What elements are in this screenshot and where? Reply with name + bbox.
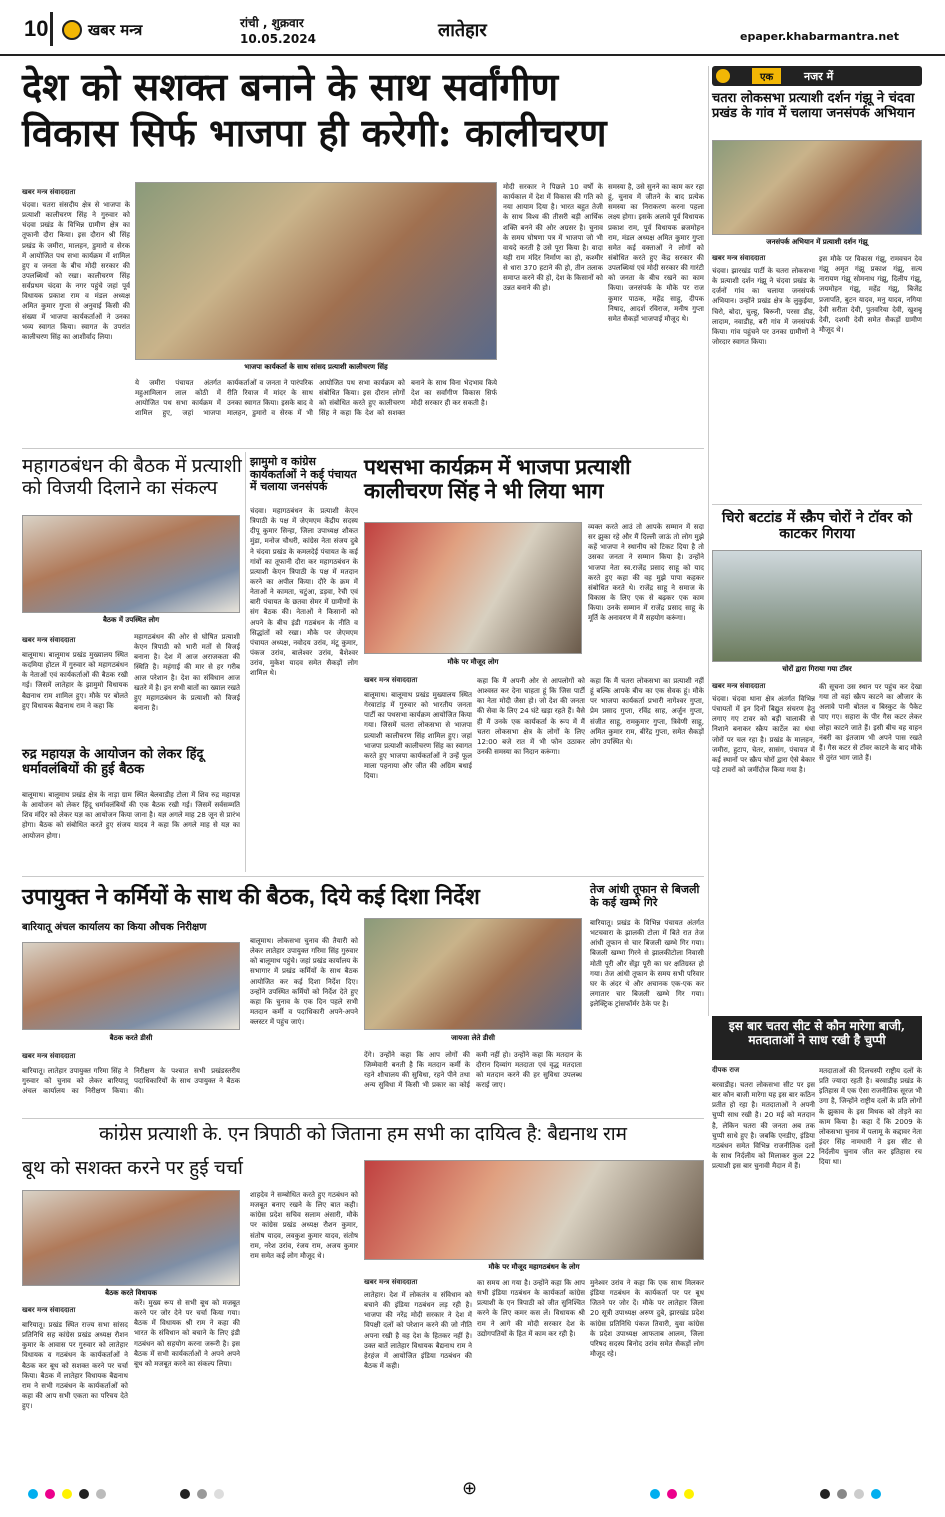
footer-color-marks-mid-right (650, 1484, 696, 1503)
color-mark-grey-icon (197, 1489, 207, 1499)
upayukt-photo1 (22, 942, 240, 1030)
aandhi-text: बारियातू। प्रखंड के विभिन्न पंचायत अंतर्गत भटचवारा के झालकी टोला में बिते रात तेज आंधी तूफान से चार बिजली खम्भे गिर गया। बिजली खम्भा गिरने से झालकीटोला निवासी मोती पूरी और सेंड्रा पूरी का घर क्षतिग्रस्त हो गया। तेज आंधी तूफान के समय सभी परिवार घर के अंदर थे और अचानक एक-एक कर लगातार चार बिजली खम्भे गिर गया। इलेक्ट्रिक ट्रांसफॉर्मर ठेके पर है। (590, 919, 704, 1009)
hindu-dharm-headline: रुद्र महायज्ञ के आयोजन को लेकर हिंदू धर्मावलंबियों की हुई बैठक (22, 747, 204, 777)
brand-name: खबर मन्त्र (88, 21, 143, 39)
feature-badge: एक (752, 68, 781, 84)
color-mark-cyan-icon (650, 1489, 660, 1499)
right-section-rule-1 (712, 504, 922, 505)
booth-headline: बूथ को सशक्त करने पर हुई चर्चा (22, 1158, 243, 1179)
pathsabha-col1: बालूमाथ। बालूमाथ प्रखंड मुख्यालय स्थित गेरवाटांड़ में गुरुवार को भारतीय जनता पार्टी का पथसभा कार्यक्रम आयोजित किया गया। जिसमें चतरा लोकसभा से भाजपा प्रत्याशी कालीचरण सिंह शामिल हुए। जहां भाजपा प्रत्याशी कालीचरण सिंह का स्वागत करते हुए भाजपा कार्यकर्ताओं ने उन्हें फूल माला पहनाया और जीत की अग्रिम बधाई दिया। (364, 691, 472, 781)
main-col1: चंदवा। चतरा संसदीय क्षेत्र से भाजपा के प्रत्याशी कालीचरण सिंह ने गुरुवार को चंदवा प्रखंड के विभिन्न ग्रामीण क्षेत्र का तूफानी दौरा किया। इस दौरान श्री सिंह प्रखंड के जमीरा, मालहन, डुमारो व सेरक में आयोजित पथ सभा कार्यक्रम में शामिल हुए व जनता के बीच मोदी सरकार की उपलब्धियों को रखा। कालीचरण सिंह सर्वप्रथम चंदवा के नगर पहुंचे जहां पूर्व विधायक प्रकाश राम व मंडल अध्यक्ष अमित कुमार गुप्ता से अनुवाई किसी की संख्या में भाजपा कार्यकर्ताओं ने उनका भव्य स्वागत किया। स्वागत के उपरांत कालीचरण सिंह का आशीर्वाद लिया। (22, 201, 130, 341)
booth-col1: बारियातू। प्रखंड स्थित राज्य सभा सांसद प्रतिनिधि सह कांग्रेस प्रखंड अध्यक्ष रौशन कुमार के आवास पर गुरुवार को लातेहार विधायक व गठबंधन के कार्यकर्ताओं ने बैठक कर बूथ को सशक्त करने पर चर्चा किया। बैठक में लातेहार विधायक बैद्यनाथ राम ने सभी गठबंधन के कार्यकर्ताओं को कहा की आप सभी एकता का परिचय देते हुए। (22, 1321, 128, 1411)
mahagathbandhan-col1: बालूमाथ। बालूमाथ प्रखंड मुख्यालय स्थित कदमिया होटल में गुरुवार को महागठबंधन के नेताओं एवं कार्यकर्ताओं की बैठक रखी गई। जिसमें लातेहार के झामुमो विधायक बैद्यनाथ राम शामिल हुए। मौके पर बोलते हुए विधायक बैद्यनाथ राम ने कहा कि (22, 651, 128, 710)
feature-tag-bar (712, 66, 922, 86)
place-day: रांची , शुक्रवार (240, 16, 304, 30)
mahagathbandhan-col2: महागठबंधन की ओर से घोषित प्रत्याशी केएन त्रिपाठी को भारी मतों से विजई बनाना है। देश में आज अराजकता की स्थिति है। महंगाई की मार से हर गरीब आज परेशान है। देश का संविधान आज खतरे में है। इन सभी बातों का ख्याल रखते हुए महागठबंधन के प्रत्याशी को विजई बनाना है। (134, 633, 240, 712)
footer-color-marks-left (28, 1484, 108, 1503)
chiro-col2: की सूचना उस स्थान पर पहुंच कर देखा गया तो वहां स्क्रैप काटने का औजार के अलावे पानी बोतल व बिस्कुट के पैकेट पाए गए। सहारा के पीर गैस कटर लेकर लोहा काटने जाते हैं। इसी बीच वह वाहन नंबरी का इंतजाम भी अपने पास रखते हैं। गैस कटर से टॉवर काटने के बाद मौके से तुरंत भाग जाते हैं। (819, 683, 922, 762)
right-column-rule (708, 66, 709, 1016)
congress-photo (364, 1160, 704, 1260)
upayukt-col3: देंगे। उन्होंने कहा कि आप लोगों की जिम्मेवारी बनती है कि मतदान कर्मी के रहने शौचालय की सुविधा, रहने पीने तथा अन्य सुविधा में किसी भी प्रकार का कोई कमी नहीं हो। उन्होंने कहा कि मतदान के दौरान दिव्यांग मतदाता एवं वृद्ध मतदाता को मतदान करने की हर सुविधा उपलब्ध कराई जाए। (364, 1051, 582, 1090)
upayukt-col2: बालूमाथ। लोकसभा चुनाव की तैयारी को लेकर लातेहार उपायुक्त गरिमा सिंह गुरुवार को बालूमाथ पहुंचे। जहां प्रखंड कार्यालय के सभागार में प्रखंड कर्मियों के साथ बैठक आयोजित कर कई दिशा निर्देश दिए। उन्होंने उपस्थित कर्मियों को निर्देश देते हुए कहा कि चुनाव के एक दिन पहले सभी मतदान कर्मी व पदाधिकारी अपने-अपने क्लस्टर में पहुंच जाएं। (250, 937, 358, 1027)
main-photo (135, 182, 497, 360)
pathsabha-col2: कहा कि मैं अपनी ओर से आपलोगों को आश्वस्त कर देना चाहता हूं कि जिस पार्टी का नेता मोदी जैसा हो। जो देश की जनता की सेवा के लिए 24 घंटे खड़ा रहते हैं। वैसे ही मैं उनके एक कार्यकर्ता के रूप में मैं चतरा लोकसभा क्षेत्र के लोगों के लिए 12:00 बजे रात में भी फोन उठाकर उनकी समस्या का निदान करूंगा। (477, 677, 585, 756)
chiro-photo-caption: चोरों द्वारा गिराया गया टॉवर (782, 665, 852, 673)
congress-headline: कांग्रेस प्रत्याशी के. एन त्रिपाठी को जिताना हम सभी का दायित्व है: बैद्यनाथ राम (98, 1124, 628, 1145)
feature-tag-icon (716, 69, 730, 83)
upayukt-photo2 (364, 918, 582, 1030)
section-rule-3 (22, 1118, 704, 1119)
footer-color-marks-right (820, 1484, 883, 1503)
section-title: लातेहार (438, 20, 487, 41)
footer-color-marks-mid-left (180, 1484, 226, 1503)
upayukt-photo2-caption: जायजा लेते डीसी (451, 1034, 495, 1042)
pathsabha-right-col: व्यक्त करते आउं तो आपके सम्मान में सदा सर झुका रहे और मैं दिल्ली जाऊं तो लोग मुझे कहें भाजपा ने स्थानीय को टिकट दिया है तो उसका जनता ने सम्मान किया है। उन्होंने भाजपा नेता स्व.राजेंद्र प्रसाद साहू को याद करते हुए कहा की वह मुझे पापा कहकर संबोधित करते थे। राजेंद्र साहू ने समाज के विकास के लिए एक से बढ़कर एक काम किया। उनके सम्मान में राजेंद्र प्रसाद साहू के मूर्ति के अनावरण में मैं सहयोग करूंगा। (588, 523, 704, 623)
chiro-col1: चंदवा। चंदवा थाना क्षेत्र अंतर्गत विभिन्न पंचायतों में इन दिनों बिद्युत संचरण हेतु लगाए गए टावर को बड़ी चालाकी से निशाने बनाकर स्क्रैप कार्टेल का धंधा जोरों पर चल रहा है। प्रखंड के मालहन, जमीरा, हुटाप, चेतर, सासंग, पंचायत में कई स्थानों पर स्क्रैप चोरों द्वारा ऐसे बेकार पड़े टावरों को जमींदोज किया गया है। (712, 695, 815, 774)
color-mark-light-icon (854, 1489, 864, 1499)
pathsabha-photo-caption: मौके पर मौजूद लोग (447, 658, 499, 666)
booth-byline: खबर मन्त्र संवाददाता (22, 1306, 76, 1314)
feature-byline: खबर मन्त्र संवाददाता (712, 254, 766, 262)
chiro-headline: चिरो बटटांड में स्क्रैप चोरों ने टॉवर को काटकर गिराया (722, 510, 912, 543)
page-number-divider (50, 12, 53, 46)
chupi-col1: बरवाडीह। चतरा लोकसभा सीट पर इस बार कौन बाजी मारेगा यह इस बार कठिन प्रतीत हो रहा है। मतदाताओं ने अपनी चुप्पी साध रखी है। 20 मई को मतदान है, लेकिन चतरा की जनता अब तक चुप्पी साधे हुए है। जबकि एनडीए, इंडिया गठबंधन समेत विभिन्न राजनीतिक दलों के साथ निर्दलीय को मिलाकर कुल 22 प्रत्याशी इस बार चुनावी मैदान में हैं। (712, 1081, 815, 1171)
main-headline-line1: देश को सशक्त बनाने के साथ सर्वांगीण (22, 64, 559, 109)
upayukt-headline: उपायुक्त ने कर्मियों के साथ की बैठक, दिये कई दिशा निर्देश (22, 884, 480, 909)
main-byline: खबर मन्त्र संवाददाता (22, 188, 76, 196)
congress-col3: मुनेश्वर उरांव ने कहा कि एक साथ मिलकर इंडिया गठबंधन के कार्यकर्ता पर पर बूथ जितने पर जोर दें। मौके पर लातेहार जिला 20 सूत्री उपाध्यक्ष अरुण दुबे, झारखंड प्रदेश कांग्रेस प्रतिनिधि पंकज तिवारी, युवा कांग्रेस के प्रदेश उपाध्यक्ष आफताब आलम, जिला परिषद सदस्य बिनोद उरांव समेत सैकड़ों लोग मौजूद रहे। (590, 1279, 704, 1358)
booth-col2: करें। मुख्य रूप से सभी बूथ को मजबूत करने पर जोर देने पर चर्चा किया गया। बैठक में विधायक श्री राम ने कहा की भारत के संविधान को बचाने के लिए इंडी गठबंधन को सहयोग करना जरूरी है। इस बैठक में सभी कार्यकर्ताओं ने अपने अपने बूथ को मजबूत करने का संकल्प लिया। (134, 1299, 240, 1368)
chupi-byline: दीपक राज (712, 1066, 740, 1074)
jhamumo-text: चंदवा। महागठबंधन के प्रत्याशी केएन त्रिपाठी के पक्ष में जेएमएम केंद्रीय सदस्य दीपू कुमार सिन्हा, जिला उपाध्यक्ष शौकत मुंडा, मनोज चौधरी, कांग्रेस नेता संजय दुबे ने चंदवा प्रखंड के कमलदेई पंचायत के कई गांवों का तूफानी दौरा कर महागठबंधन के प्रत्याशी केएन त्रिपाठी के पक्ष में मतदान करने का अपील किया। दौरे के क्रम में नेताओं ने कामता, चटुंआ, डड़वा, रेची एवं बारी पंचायत के छतवा सेमर में ग्रामीणों के संग बैठक की। नेताओं ने किसानों को अपने के बीच इंडी गठबंधन के नीति व सिद्धांतों को रखा। मौके पर जेएमएम पंचायत अध्यक्ष, नवोदय उरांव, मंटू कुमार, पंकज उरांव, बालेश्वर उरांव, बैशेश्वर उरांव, मुकेश यादव समेत सैकड़ों लोग शामिल थे। (250, 507, 358, 678)
color-mark-black-icon (820, 1489, 830, 1499)
chupi-headline: इस बार चतरा सीट से कौन मारेगा बाजी, मतदाताओं ने साध रखी है चुप्पी (728, 1019, 906, 1047)
booth-photo-caption: बैठक करते विधायक (105, 1289, 157, 1297)
main-headline-line2: विकास सिर्फ भाजपा ही करेगी: कालीचरण (22, 109, 607, 155)
col-rule-a (245, 452, 246, 872)
congress-byline: खबर मन्त्र संवाददाता (364, 1278, 418, 1286)
color-mark-black-icon (180, 1489, 190, 1499)
congress-col2: का समय आ गया है। उन्होंने कहा कि आप सभी इंडिया गठबंधन के कार्यकर्ता कांग्रेस प्रत्याशी के एन त्रिपाठी को जीत सुनिश्चित करने के लिए कमर कस लें। विधायक श्री राम ने आगे की मोदी सरकार देश के उद्योगपतियों के हित में काम कर रही है। (477, 1279, 585, 1338)
congress-photo-caption: मौके पर मौजूद महागठबंधन के लोग (488, 1263, 580, 1271)
chupi-headline-box (712, 1016, 922, 1060)
upayukt-photo1-caption: बैठक करते डीसी (109, 1034, 153, 1042)
feature-col2: इस मौके पर विकास गंझू, रामवचन देव गंझू अमृत गंझू प्रकाश गंझू, सत्य नारायण गंझू सोमनाथ गंझू, दिलीप गंझू, जयमोहन गंझू, महेंद्र गंझू, बिजेंद्र प्रजापति, बुटन यादव, मनु यादव, नगिया देवी सरीता देवी, पुतवरिया देवी, खुशबू देवी, दशमी देवी समेत सैकड़ों ग्रामीण मौजूद थे। (819, 255, 922, 334)
pathsabha-byline: खबर मन्त्र संवाददाता (364, 676, 418, 684)
aandhi-headline: तेज आंधी तूफान से बिजली के कई खम्भे गिरे (590, 883, 700, 909)
section-rule-1 (22, 448, 704, 449)
footer-center-mark: ⊕ (462, 1478, 478, 1499)
chupi-col2: मतदाताओं की दिलचस्पी राष्ट्रीय दलों के प्रति ज्यादा रहती है। बरवाडीह प्रखंड के इतिहास में एक ऐसा राजनीतिक सूरज भी उगा है, जिन्होंने राष्ट्रीय दलों के प्रति लोगों के झुकाव के इस मिथक को तोड़ने का काम किया है। कहा दें कि 2009 के लोकसभा चुनाव में पलामू के कद्दावर नेता इंदर सिंह नामधारी ने इस सीट से निर्दलीय चुनाव जीत कर इतिहास रच दिया था। (819, 1067, 922, 1167)
mahagathbandhan-photo-caption: बैठक में उपस्थित लोग (102, 616, 160, 624)
main-col2: मोदी सरकार ने पिछले 10 वर्षों के कार्यकाल में देश में विकास की गति को नया आयाम दिया है। भारत बहुत तेजी के साथ विश्व की तीसरी बड़ी आर्थिक शक्ति बनने की ओर अग्रसर है। चुनाव के समय घोषणा पत्र में भाजपा जो भी वायदे करती है उसे पूरा किया है। वादा यही राम मंदिर निर्माण का हो, कश्मीर से धारा 370 हटाने की हो, तीन तलाक समाप्त करने की हो, देश के किसानों को उन्नत बनाने की हो। (503, 183, 603, 293)
mahagathbandhan-byline: खबर मन्त्र संवाददाता (22, 636, 76, 644)
pathsabha-photo (364, 522, 582, 654)
website-link[interactable]: epaper.khabarmantra.net (740, 30, 899, 43)
color-mark-yellow-icon (62, 1489, 72, 1499)
color-mark-black-icon (79, 1489, 89, 1499)
color-mark-magenta-icon (45, 1489, 55, 1499)
chiro-photo (712, 550, 922, 662)
main-below-text: ये जमीरा पंचायत अंतर्गत महुआमिलान लाल कोठी में आयोजित पथ सभा कार्यक्रम में शामिल हुए, जहां भाजपा कार्यकर्ताओं व जनता ने पारंपरिक रीति रिवाज में मांदर के साथ उनका स्वागत किया। इसके बाद वे मालहन, डुमारो व सेरक में भी आयोजित पथ सभा कार्यक्रम को संबोधित किया। इस दौरान लोगों को संबोधित करते हुए कालीचरण सिंह ने कहा कि देश को सशक्त बनाने के साथ विना भेदभाव किये देश का सर्वांगीण विकास सिर्फ मोदी सरकार ही कर सकती है। (135, 379, 497, 418)
issue-date: 10.05.2024 (240, 32, 316, 46)
upayukt-byline: खबर मन्त्र संवाददाता (22, 1052, 76, 1060)
mahagathbandhan-headline: महागठबंधन की बैठक में प्रत्याशी को विजयी दिलाने का संकल्प (22, 456, 242, 499)
booth-col3: शाहदेव ने सम्बोधित करते हुए गठबंधन को मजबूत बनाए रखने के लिए बात कही। कांग्रेस प्रदेश सचिव सलाम अंसारी, मौके पर कांग्रेस प्रखंड अध्यक्ष रौशन कुमार, संतोष यादव, लवकुश कुमार यादव, संतोष राम, नरेश उरांव, रंजय राम, अजय कुमार राम समेत कई लोग मौजूद थे। (250, 1191, 358, 1260)
feature-col1: चंदवा। झारखंड पार्टी के चतरा लोकसभा के प्रत्याशी दर्शन गंझू ने चंदवा प्रखंड के दर्जनों गांव का चलाया जनसंपर्क अभियान। उन्होंने प्रखंड क्षेत्र के लुकुईया, चिरो, बोदा, चुल्हू, बिरूनी, परसा डीह, लादाम, नवाडीह, बरी गांव में जनसंपर्क किया। गांव पहुंचने पर उनका ग्रामीणों ने जोरदार स्वागत किया। (712, 267, 815, 346)
color-mark-grey-icon (96, 1489, 106, 1499)
feature-headline: चतरा लोकसभा प्रत्याशी दर्शन गंझू ने चंदवा प्रखंड के गांव में चलाया जनसंपर्क अभियान (712, 91, 915, 121)
section-rule-2 (22, 876, 704, 877)
color-mark-magenta-icon (667, 1489, 677, 1499)
page-header (0, 0, 945, 56)
feature-tag: नजर में (804, 70, 834, 83)
color-mark-light-icon (214, 1489, 224, 1499)
brand-logo-icon (62, 20, 82, 40)
page-number: 10 (24, 16, 49, 41)
jhamumo-headline: झामुमो व कांग्रेस कार्यकर्ताओं ने कई पंचायत में चलाया जनसंपर्क (250, 455, 357, 494)
chiro-byline: खबर मन्त्र संवाददाता (712, 682, 766, 690)
main-col3: समस्या है, उसे सुनने का काम कर रहा हूं, चुनाव में जीतने के बाद प्रत्येक समस्या का निराकरण करना पहला लक्ष्य होगा। इसके अलावे पूर्व विधायक प्रकाश राम, पूर्व विधायक ब्रजमोहन राम, मंडल अध्यक्ष अमित कुमार गुप्ता समेत कई वक्ताओं ने लोगों को संबोधित करते हुए केंद्र सरकार की उपलब्धियां एवं मोदी सरकार की गारंटी को जनता के बीच रखने का काम किया। जनसंपर्क के मौके पर राज कुमार पाठक, महेंद्र साहु, दीपक निषाद, आदर्श रविराज, मनीष गुप्ता समेत सैकड़ों भाजपाई मौजूद थे। (608, 183, 704, 323)
color-mark-cyan-icon (28, 1489, 38, 1499)
hindu-dharm-text: बालूमाथ। बालूमाथ प्रखंड क्षेत्र के नाड़ा ग्राम स्थित बेलवाडीह टोला में शिव रुद्र महायज्ञ के आयोजन को लेकर हिंदू धर्मावलंबियों की एक बैठक रखी गई। जिसमें सर्वसम्मति शिव मंदिर को लेकर यज्ञ का आयोजन किया जाना है। यज्ञ अगले माह 28 जून से प्रारंभ होगा। बैठक को संबोधित करते हुए संजय यादव ने कहा कि अगले माह से यज्ञ का आयोजन होगा। (22, 791, 240, 840)
pathsabha-col3: कहा कि मैं चतरा लोकसभा का प्रत्याशी नहीं हूं बल्कि आपके बीच का एक सेवक हूं। मौके पर भाजपा कार्यकर्ता प्रभारी नागेश्वर गुप्ता, प्रेम प्रसाद गुप्ता, रविंद्र साह, अर्जुन गुप्ता, संजीत साहू, रामकुमार गुप्ता, त्रिवेणी साहू, अमित कुमार राम, बीरेंद्र गुप्ता, समेत सैकड़ों लोग उपस्थित थे। (590, 677, 704, 746)
main-headline (22, 64, 702, 155)
feature-photo (712, 140, 922, 235)
feature-photo-caption: जनसंपर्क अभियान में प्रत्याशी दर्शन गंझू (766, 238, 868, 246)
congress-col1: लातेहार। देश में लोकतंत्र व संविधान को बचाने की इंडिया गठबंधन लड़ रही है। भाजपा की नरेंद्र मोदी सरकार ने देश में विपक्षी दलों को परेशान करने की जो नीति अपना रखी है वह देश के हितकर नहीं है। उक्त बातें लातेहार विधायक बैद्यनाथ राम ने हेरहंज में आयोजित इंडिया गठबंधन की बैठक में कही। (364, 1291, 472, 1370)
main-photo-caption: भाजपा कार्यकर्ता के साथ सांसद प्रत्याशी कालीचरण सिंह (244, 363, 388, 371)
color-mark-grey-icon (837, 1489, 847, 1499)
upayukt-sub-headline: बारियातू अंचल कार्यालय का किया औचक निरीक्षण (22, 922, 207, 933)
color-mark-cyan-icon (871, 1489, 881, 1499)
mahagathbandhan-photo (22, 515, 240, 613)
color-mark-yellow-icon (684, 1489, 694, 1499)
booth-photo (22, 1190, 240, 1286)
pathsabha-headline: पथसभा कार्यक्रम में भाजपा प्रत्याशी कालीचरण सिंह ने भी लिया भाग (364, 456, 631, 504)
upayukt-col1: बारियातू। लातेहार उपायुक्त गरिमा सिंह ने गुरुवार को चुनाव को लेकर बारियातू अंचल कार्यालय का निरीक्षण किया। निरीक्षण के पश्चात सभी प्रखंडस्तरीय पदाधिकारियों के साथ उपायुक्त ने बैठक की। (22, 1067, 240, 1096)
